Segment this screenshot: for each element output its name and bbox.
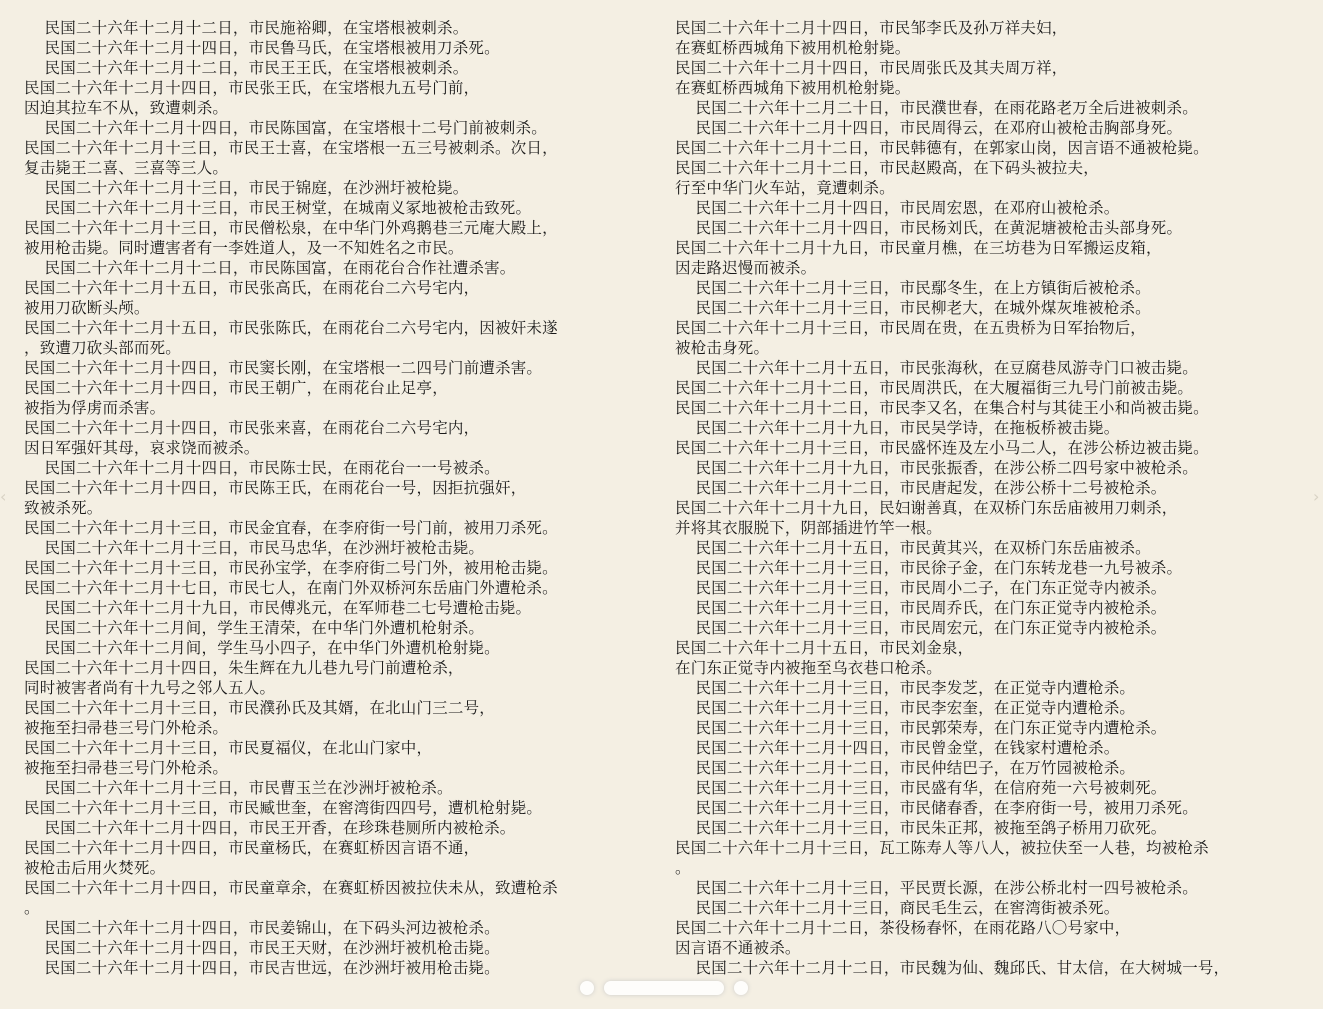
text-line: 民国二十六年十二月十四日，市民周得云，在邓府山被枪击胸部身死。 <box>675 119 1183 137</box>
text-line: 民国二十六年十二月十二日，市民陈国富，在雨花台合作社遭杀害。 <box>24 259 516 277</box>
text-line: 民国二十六年十二月十二日，市民仲结巴子，在万竹园被枪杀。 <box>675 759 1136 777</box>
text-line: 。 <box>24 899 40 917</box>
text-line: 在赛虹桥西城角下被用机枪射毙。 <box>675 39 911 57</box>
text-line: 民国二十六年十二月十三日，市民濮孙氏及其婿，在北山门三二号， <box>24 699 496 717</box>
text-line: 民国二十六年十二月十二日，市民周洪氏，在大履福街三九号门前被击毙。 <box>675 379 1194 397</box>
text-line: 民国二十六年十二月十二日，市民韩德有，在郭家山岗，因言语不通被枪毙。 <box>675 139 1209 157</box>
chevron-right-icon[interactable]: › <box>1313 487 1320 506</box>
text-line: 民国二十六年十二月十三日，市民李发芝，在正觉寺内遭枪杀。 <box>675 679 1136 697</box>
text-line: 民国二十六年十二月十三日，市民朱正邦，被拖至鸽子桥用刀砍死。 <box>675 819 1167 837</box>
text-line: 民国二十六年十二月十九日，民妇谢善真，在双桥门东岳庙被用刀刺杀， <box>675 499 1178 517</box>
page-indicator-dot[interactable] <box>580 981 594 995</box>
text-line: 被用枪击毙。同时遭害者有一李姓道人，及一不知姓名之市民。 <box>24 239 464 257</box>
text-line: 民国二十六年十二月十九日，市民吴学诗，在拖板桥被击毙。 <box>675 419 1120 437</box>
text-line: 在门东正觉寺内被拖至乌衣巷口枪杀。 <box>675 659 942 677</box>
text-line: 民国二十六年十二月十三日，市民盛怀连及左小马二人，在涉公桥边被击毙。 <box>675 439 1209 457</box>
text-line: 民国二十六年十二月十二日，市民王王氏，在宝塔根被刺杀。 <box>24 59 469 77</box>
text-line: 被指为俘虏而杀害。 <box>24 399 166 417</box>
text-line: 民国二十六年十二月十四日，市民童杨氏，在赛虹桥因言语不通， <box>24 839 480 857</box>
text-line: 民国二十六年十二月十四日，市民陈王氏，在雨花台一号，因拒抗强奸， <box>24 479 527 497</box>
text-line: 。 <box>675 859 691 877</box>
text-line: 民国二十六年十二月十三日，市民储春香，在李府街一号，被用刀杀死。 <box>675 799 1198 817</box>
text-line: 民国二十六年十二月十三日，市民马忠华，在沙洲圩被枪击毙。 <box>24 539 485 557</box>
text-line: 因走路迟慢而被杀。 <box>675 259 817 277</box>
text-line: 并将其衣服脱下，阴部插进竹竿一根。 <box>675 519 942 537</box>
text-line: 因日军强奸其母，哀求饶而被杀。 <box>24 439 260 457</box>
text-line: 致被杀死。 <box>24 499 103 517</box>
text-line: 民国二十六年十二月十五日，市民黄其兴，在双桥门东岳庙被杀。 <box>675 539 1151 557</box>
text-line: 民国二十六年十二月十四日，市民王天财，在沙洲圩被机枪击毙。 <box>24 939 500 957</box>
text-line: 同时被害者尚有十九号之邻人五人。 <box>24 679 276 697</box>
text-line: 民国二十六年十二月十七日，市民七人，在南门外双桥河东岳庙门外遭枪杀。 <box>24 579 558 597</box>
text-line: 被枪击后用火焚死。 <box>24 859 166 877</box>
text-line: 民国二十六年十二月十四日，市民童章余，在赛虹桥因被拉伕未从，致遭枪杀 <box>24 879 558 897</box>
text-line: 民国二十六年十二月十二日，市民唐起发，在涉公桥十二号被枪杀。 <box>675 479 1167 497</box>
text-line: 民国二十六年十二月十三日，瓦工陈寿人等八人，被拉伕至一人巷，均被枪杀 <box>675 839 1209 857</box>
text-line: 民国二十六年十二月十四日，市民张王氏，在宝塔根九五号门前， <box>24 79 480 97</box>
text-line: 民国二十六年十二月十三日，市民周乔氏，在门东正觉寺内被枪杀。 <box>675 599 1167 617</box>
text-line: 民国二十六年十二月十二日，市民李又名，在集合村与其徒王小和尚被击毙。 <box>675 399 1209 417</box>
text-line: 民国二十六年十二月十四日，市民曾金堂，在钱家村遭枪杀。 <box>675 739 1120 757</box>
text-line: 民国二十六年十二月十三日，市民僧松泉，在中华门外鸡鹅巷三元庵大殿上， <box>24 219 558 237</box>
right-text-column <box>675 18 1305 978</box>
text-line: 民国二十六年十二月十四日，朱生辉在九儿巷九号门前遭枪杀， <box>24 659 464 677</box>
text-line: 民国二十六年十二月十三日，市民曹玉兰在沙洲圩被枪杀。 <box>24 779 453 797</box>
text-line: 民国二十六年十二月十三日，商民毛生云，在窖湾街被杀死。 <box>675 899 1120 917</box>
text-line: 民国二十六年十二月十三日，市民郭荣寿，在门东正觉寺内遭枪杀。 <box>675 719 1167 737</box>
text-line: 民国二十六年十二月十四日，市民陈国富，在宝塔根十二号门前被刺杀。 <box>24 119 547 137</box>
text-line: 民国二十六年十二月十四日，市民王开香，在珍珠巷厕所内被枪杀。 <box>24 819 516 837</box>
text-line: 民国二十六年十二月十五日，市民张陈氏，在雨花台二六号宅内，因被奸未遂 <box>24 319 558 337</box>
text-line: 行至中华门火车站，竟遭刺杀。 <box>675 179 895 197</box>
text-line: 民国二十六年十二月十三日，市民周小二子，在门东正觉寺内被杀。 <box>675 579 1167 597</box>
text-line: 民国二十六年十二月十四日，市民张来喜，在雨花台二六号宅内， <box>24 419 480 437</box>
text-line: 民国二十六年十二月十三日，市民王士喜，在宝塔根一五三号被刺杀。次日， <box>24 139 558 157</box>
text-line: 民国二十六年十二月十二日，茶役杨春怀，在雨花路八〇号家中， <box>675 919 1131 937</box>
image-viewer-controls <box>580 981 748 995</box>
text-line: 因言语不通被杀。 <box>675 939 801 957</box>
text-line: 民国二十六年十二月十四日，市民窦长刚，在宝塔根一二四号门前遭杀害。 <box>24 359 543 377</box>
text-line: 民国二十六年十二月十四日，市民周宏恩，在邓府山被枪杀。 <box>675 199 1120 217</box>
text-line: 民国二十六年十二月十三日，市民柳老大，在城外煤灰堆被枪杀。 <box>675 299 1151 317</box>
text-line: 复击毙王二喜、三喜等三人。 <box>24 159 229 177</box>
text-line: 民国二十六年十二月十三日，市民鄢冬生，在上方镇街后被枪杀。 <box>675 279 1151 297</box>
page-indicator-dot[interactable] <box>734 981 748 995</box>
text-line: 民国二十六年十二月十二日，市民赵殿高，在下码头被拉夫， <box>675 159 1099 177</box>
text-line: 民国二十六年十二月十三日，市民李宏奎，在正觉寺内遭枪杀。 <box>675 699 1136 717</box>
text-line: 被拖至扫帚巷三号门外枪杀。 <box>24 759 229 777</box>
text-line: 民国二十六年十二月十二日，市民魏为仙、魏邱氏、甘太信，在大树城一号， <box>675 959 1230 977</box>
text-line: 民国二十六年十二月十二日，市民施裕卿，在宝塔根被刺杀。 <box>24 19 469 37</box>
text-line: 民国二十六年十二月十三日，市民孙宝学，在李府街二号门外，被用枪击毙。 <box>24 559 558 577</box>
left-text-column <box>24 18 652 978</box>
text-line: 民国二十六年十二月十四日，市民周张氏及其夫周万祥， <box>675 59 1068 77</box>
chevron-left-icon[interactable]: ‹ <box>0 487 7 506</box>
text-line: 民国二十六年十二月十三日，平民贾长源，在涉公桥北村一四号被枪杀。 <box>675 879 1198 897</box>
text-line: 民国二十六年十二月十四日，市民鲁马氏，在宝塔根被用刀杀死。 <box>24 39 500 57</box>
text-line: 被枪击身死。 <box>675 339 770 357</box>
text-line: 因迫其拉车不从，致遭刺杀。 <box>24 99 229 117</box>
text-line: 民国二十六年十二月十五日，市民刘金泉， <box>675 639 974 657</box>
text-line: 民国二十六年十二月十四日，市民陈士民，在雨花台一一号被杀。 <box>24 459 500 477</box>
text-line: 民国二十六年十二月十九日，市民傅兆元，在军师巷二七号遭枪击毙。 <box>24 599 532 617</box>
text-line: 民国二十六年十二月十四日，市民杨刘氏，在黄泥塘被枪击头部身死。 <box>675 219 1183 237</box>
text-line: 民国二十六年十二月十三日，市民徐子金，在门东转龙巷一九号被杀。 <box>675 559 1183 577</box>
page-indicator-bar[interactable] <box>604 981 724 995</box>
text-line: 民国二十六年十二月间，学生马小四子，在中华门外遭机枪射毙。 <box>24 639 500 657</box>
text-line: 被用刀砍断头颅。 <box>24 299 150 317</box>
text-line: 民国二十六年十二月十四日，市民王朝广，在雨花台止足亭， <box>24 379 448 397</box>
text-line: 民国二十六年十二月十三日，市民金宜春，在李府街一号门前，被用刀杀死。 <box>24 519 558 537</box>
text-line: 民国二十六年十二月十四日，市民姜锦山，在下码头河边被枪杀。 <box>24 919 500 937</box>
text-line: 民国二十六年十二月十三日，市民盛有华，在信府苑一六号被刺死。 <box>675 779 1167 797</box>
text-line: 被拖至扫帚巷三号门外枪杀。 <box>24 719 229 737</box>
text-line: 在赛虹桥西城角下被用机枪射毙。 <box>675 79 911 97</box>
text-line: 民国二十六年十二月间，学生王清荣，在中华门外遭机枪射杀。 <box>24 619 485 637</box>
text-line: 民国二十六年十二月十四日，市民邹李氏及孙万祥夫妇， <box>675 19 1068 37</box>
text-line: 民国二十六年十二月十五日，市民张高氏，在雨花台二六号宅内， <box>24 279 480 297</box>
text-line: 民国二十六年十二月十三日，市民于锦庭，在沙洲圩被枪毙。 <box>24 179 469 197</box>
text-line: 民国二十六年十二月十三日，市民夏福仪，在北山门家中， <box>24 739 433 757</box>
text-line: 民国二十六年十二月十三日，市民王树堂，在城南义冢地被枪击致死。 <box>24 199 532 217</box>
text-line: 民国二十六年十二月十三日，市民周在贵，在五贵桥为日军抬物后， <box>675 319 1147 337</box>
text-line: 民国二十六年十二月十五日，市民张海秋，在豆腐巷凤游寺门口被击毙。 <box>675 359 1198 377</box>
text-line: 民国二十六年十二月十九日，市民张振香，在涉公桥二四号家中被枪杀。 <box>675 459 1198 477</box>
text-line: 民国二十六年十二月十三日，市民臧世奎，在窖湾街四四号，遭机枪射毙。 <box>24 799 543 817</box>
text-line: 民国二十六年十二月十四日，市民吉世远，在沙洲圩被用枪击毙。 <box>24 959 500 977</box>
text-line: 民国二十六年十二月二十日，市民濮世春，在雨花路老万全后进被刺杀。 <box>675 99 1198 117</box>
text-line: 民国二十六年十二月十三日，市民周宏元，在门东正觉寺内被枪杀。 <box>675 619 1167 637</box>
text-line: 民国二十六年十二月十九日，市民童月樵，在三坊巷为日军搬运皮箱， <box>675 239 1162 257</box>
text-line: ，致遭刀砍头部而死。 <box>24 339 182 357</box>
